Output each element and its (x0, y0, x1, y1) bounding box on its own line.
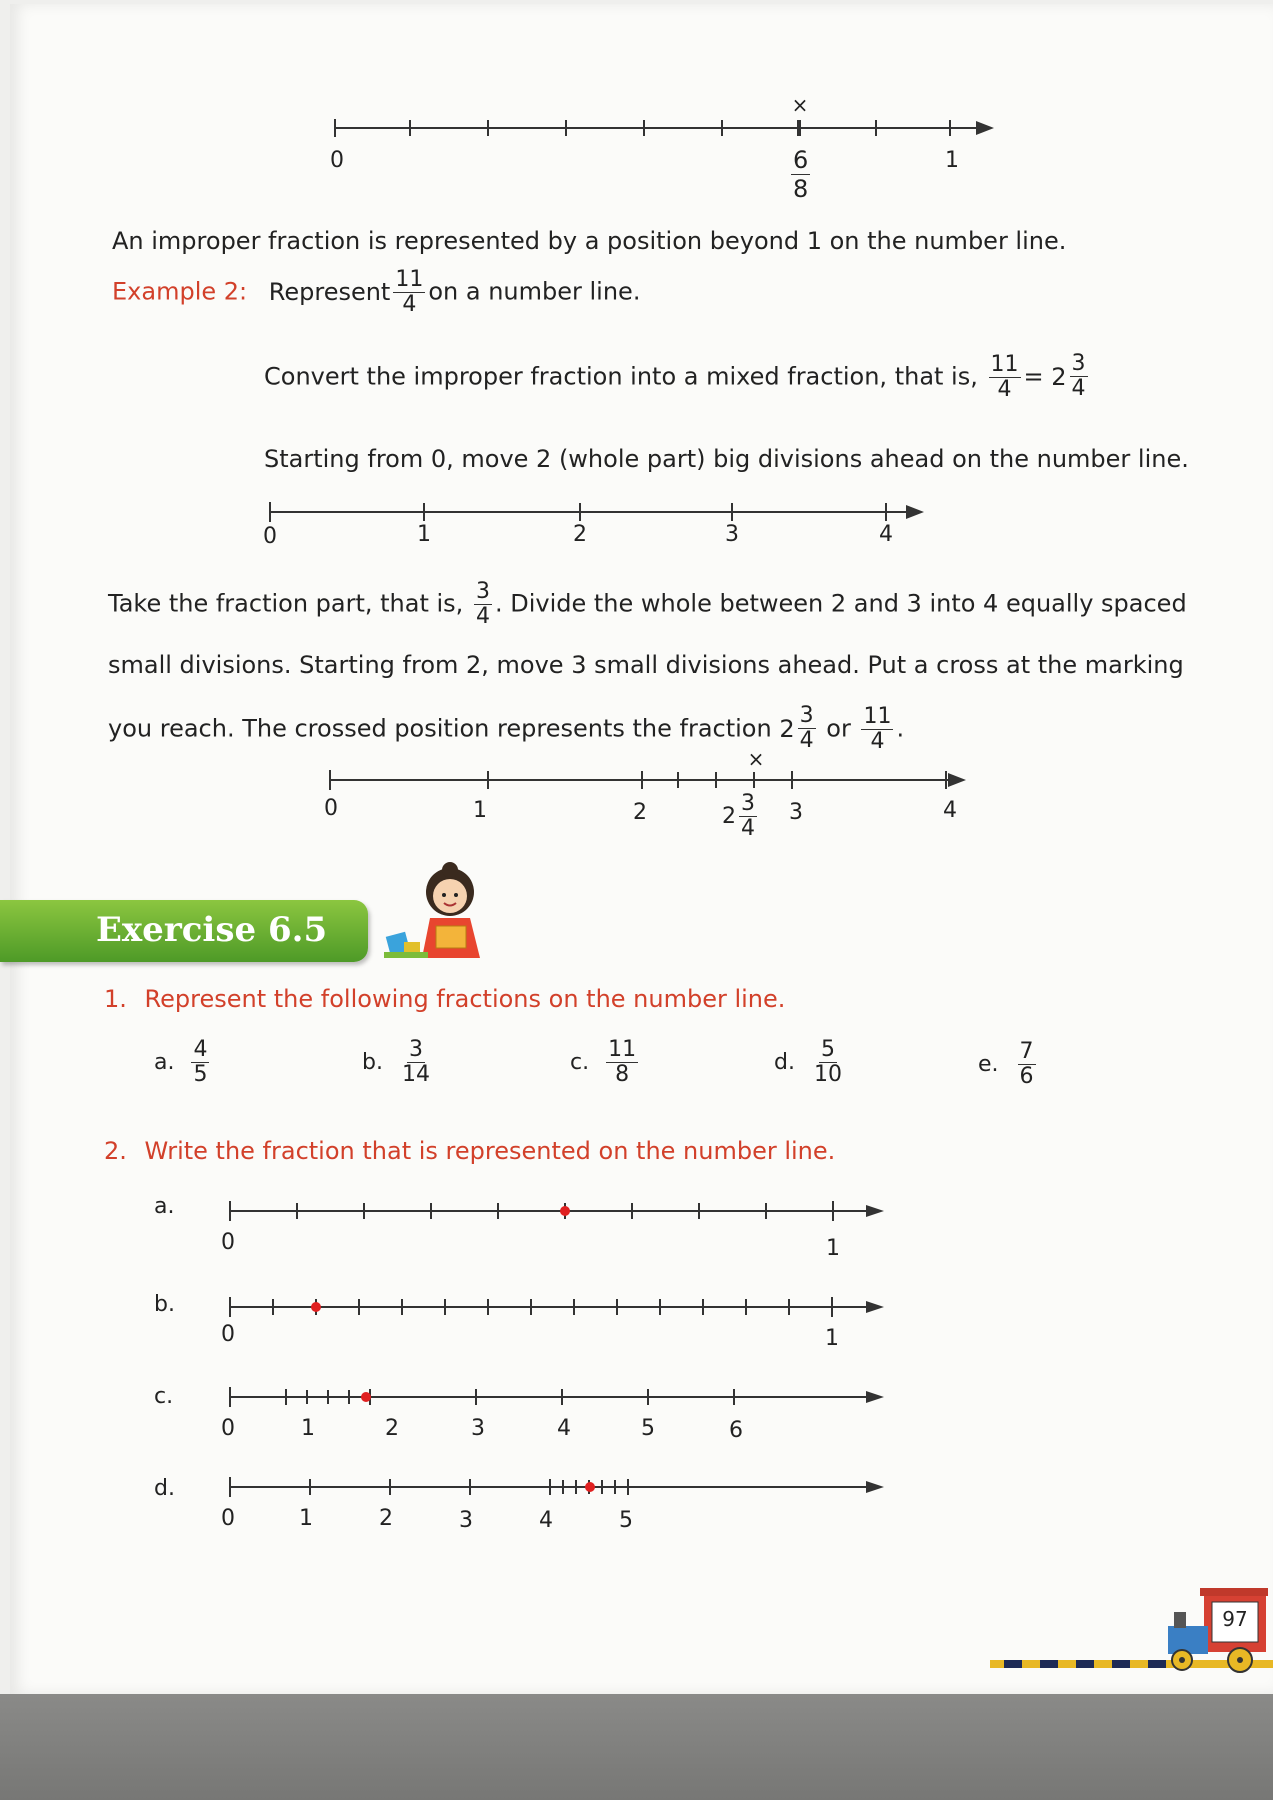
intro-fraction (788, 146, 813, 203)
q2-d-tick-3: 3 (459, 1508, 473, 1533)
q2-c-tick-3: 3 (471, 1416, 485, 1441)
q1-number: 1. (104, 985, 127, 1013)
reach-line (108, 704, 904, 754)
quarter-mixed-num: 3 (741, 791, 755, 816)
whole-label-4: 4 (879, 522, 893, 547)
quarter-mixed-whole: 2 (722, 804, 736, 829)
take-prefix: Take the fraction part, that is, (108, 589, 464, 618)
example-frac-num: 11 (395, 267, 424, 292)
improper-statement: An improper fraction is represented by a position beyond 1 on the number line. (112, 227, 1067, 255)
q2-a-tick-0: 0 (221, 1230, 235, 1255)
q2-c-tick-4: 4 (557, 1416, 571, 1441)
quarter-label-0: 0 (324, 796, 338, 821)
q1-item-c (570, 1038, 641, 1087)
q1-item-e (978, 1040, 1039, 1089)
example-frac-den: 4 (402, 292, 417, 317)
q1-d-num: 5 (820, 1037, 835, 1062)
q2-number: 2. (104, 1137, 127, 1165)
example-prefix: Represent (268, 277, 391, 306)
q1-line (104, 984, 785, 1014)
small-divisions-line: small divisions. Starting from 2, move 3 small divisions ahead. Put a cross at the marking (108, 651, 1184, 679)
q2-a-number-line (220, 1196, 890, 1226)
reach-frac2-num: 11 (863, 704, 892, 729)
intro-label-0: 0 (330, 148, 344, 173)
whole-number-line (258, 494, 938, 530)
exercise-title: Exercise 6.5 (96, 910, 328, 950)
q2-b-tick-1: 1 (825, 1326, 839, 1351)
q1-item-d (774, 1038, 847, 1087)
q2-c-tick-1: 1 (301, 1416, 315, 1441)
quarter-cross: × (747, 747, 765, 771)
q2-c-label: c. (154, 1384, 174, 1409)
q1-item-c-label: c. (570, 1050, 590, 1075)
q2-text: Write the fraction that is represented on the number line. (144, 1137, 836, 1165)
quarter-label-4: 4 (943, 798, 957, 823)
q2-a-tick-1: 1 (826, 1236, 840, 1261)
q1-b-num: 3 (408, 1037, 423, 1062)
reach-whole: 2 (779, 714, 795, 743)
intro-label-1: 1 (945, 148, 959, 173)
quarter-label-1: 1 (473, 798, 487, 823)
take-frac-num: 3 (475, 579, 490, 604)
q2-b-tick-0: 0 (221, 1322, 235, 1347)
page-number: 97 (1222, 1607, 1248, 1631)
q1-text: Represent the following fractions on the number line. (144, 985, 786, 1013)
q2-d-tick-2: 2 (379, 1506, 393, 1531)
example-suffix: on a number line. (428, 277, 641, 306)
girl-reading-illustration (384, 862, 504, 966)
q1-item-b-label: b. (362, 1050, 383, 1075)
intro-frac-den: 8 (793, 175, 809, 203)
q2-c-tick-6: 6 (729, 1418, 743, 1443)
convert-frac-den: 4 (997, 377, 1012, 402)
reach-frac2-den: 4 (870, 729, 885, 754)
q1-b-den: 14 (401, 1062, 430, 1087)
q1-c-den: 8 (615, 1062, 630, 1087)
convert-equals: = (1023, 362, 1044, 391)
reach-frac-num: 3 (799, 703, 814, 728)
q2-d-tick-1: 1 (299, 1506, 313, 1531)
page-shadow (0, 1694, 1273, 1800)
q2-b-label: b. (154, 1292, 175, 1317)
quarter-number-line (320, 762, 980, 798)
q2-c-tick-5: 5 (641, 1416, 655, 1441)
q2-c-tick-2: 2 (385, 1416, 399, 1441)
quarter-mixed-den: 4 (741, 816, 755, 841)
q1-a-den: 5 (193, 1062, 208, 1087)
reach-frac-den: 4 (799, 728, 814, 753)
starting-line: Starting from 0, move 2 (whole part) big divisions ahead on the number line. (264, 445, 1189, 473)
convert-whole: 2 (1051, 362, 1067, 391)
quarter-label-3: 3 (789, 800, 803, 825)
q2-b-number-line (220, 1292, 890, 1322)
q1-item-b (362, 1038, 435, 1087)
q1-item-a (154, 1038, 212, 1087)
q1-d-den: 10 (813, 1062, 842, 1087)
convert-mixed-num: 3 (1071, 351, 1086, 376)
q2-c-number-line (220, 1382, 890, 1412)
q2-line (104, 1136, 835, 1166)
example-label: Example 2: (112, 277, 248, 306)
q1-c-num: 11 (608, 1037, 637, 1062)
q1-e-den: 6 (1019, 1064, 1034, 1089)
take-suffix: . Divide the whole between 2 and 3 into 4 equally spaced (494, 589, 1187, 618)
quarter-mixed-label (722, 792, 760, 841)
convert-frac-num: 11 (990, 352, 1019, 377)
quarter-label-2: 2 (633, 800, 647, 825)
reach-or: or (826, 714, 851, 743)
q1-item-d-label: d. (774, 1050, 795, 1075)
whole-label-3: 3 (725, 522, 739, 547)
q2-d-number-line (220, 1472, 890, 1502)
intro-number-line (320, 108, 1010, 148)
convert-line (264, 352, 1091, 402)
intro-frac-num: 6 (793, 146, 809, 174)
q2-d-tick-4: 4 (539, 1508, 553, 1533)
convert-mixed-den: 4 (1071, 376, 1086, 401)
q2-c-tick-0: 0 (221, 1416, 235, 1441)
q1-item-a-label: a. (154, 1050, 175, 1075)
q2-d-tick-0: 0 (221, 1506, 235, 1531)
example-line (112, 268, 640, 317)
reach-period: . (896, 714, 905, 743)
reach-prefix: you reach. The crossed position represents the fraction (108, 714, 772, 743)
take-frac-den: 4 (475, 604, 490, 629)
convert-prefix: Convert the improper fraction into a mixed fraction, that is, (264, 362, 978, 391)
q2-d-label: d. (154, 1476, 175, 1501)
whole-label-0: 0 (263, 524, 277, 549)
q1-e-num: 7 (1019, 1039, 1034, 1064)
take-line (108, 580, 1187, 629)
intro-cross: × (791, 93, 809, 117)
whole-label-1: 1 (417, 522, 431, 547)
whole-label-2: 2 (573, 522, 587, 547)
q2-d-tick-5: 5 (619, 1508, 633, 1533)
q1-item-e-label: e. (978, 1052, 999, 1077)
q1-a-num: 4 (193, 1037, 208, 1062)
q2-a-label: a. (154, 1194, 175, 1219)
